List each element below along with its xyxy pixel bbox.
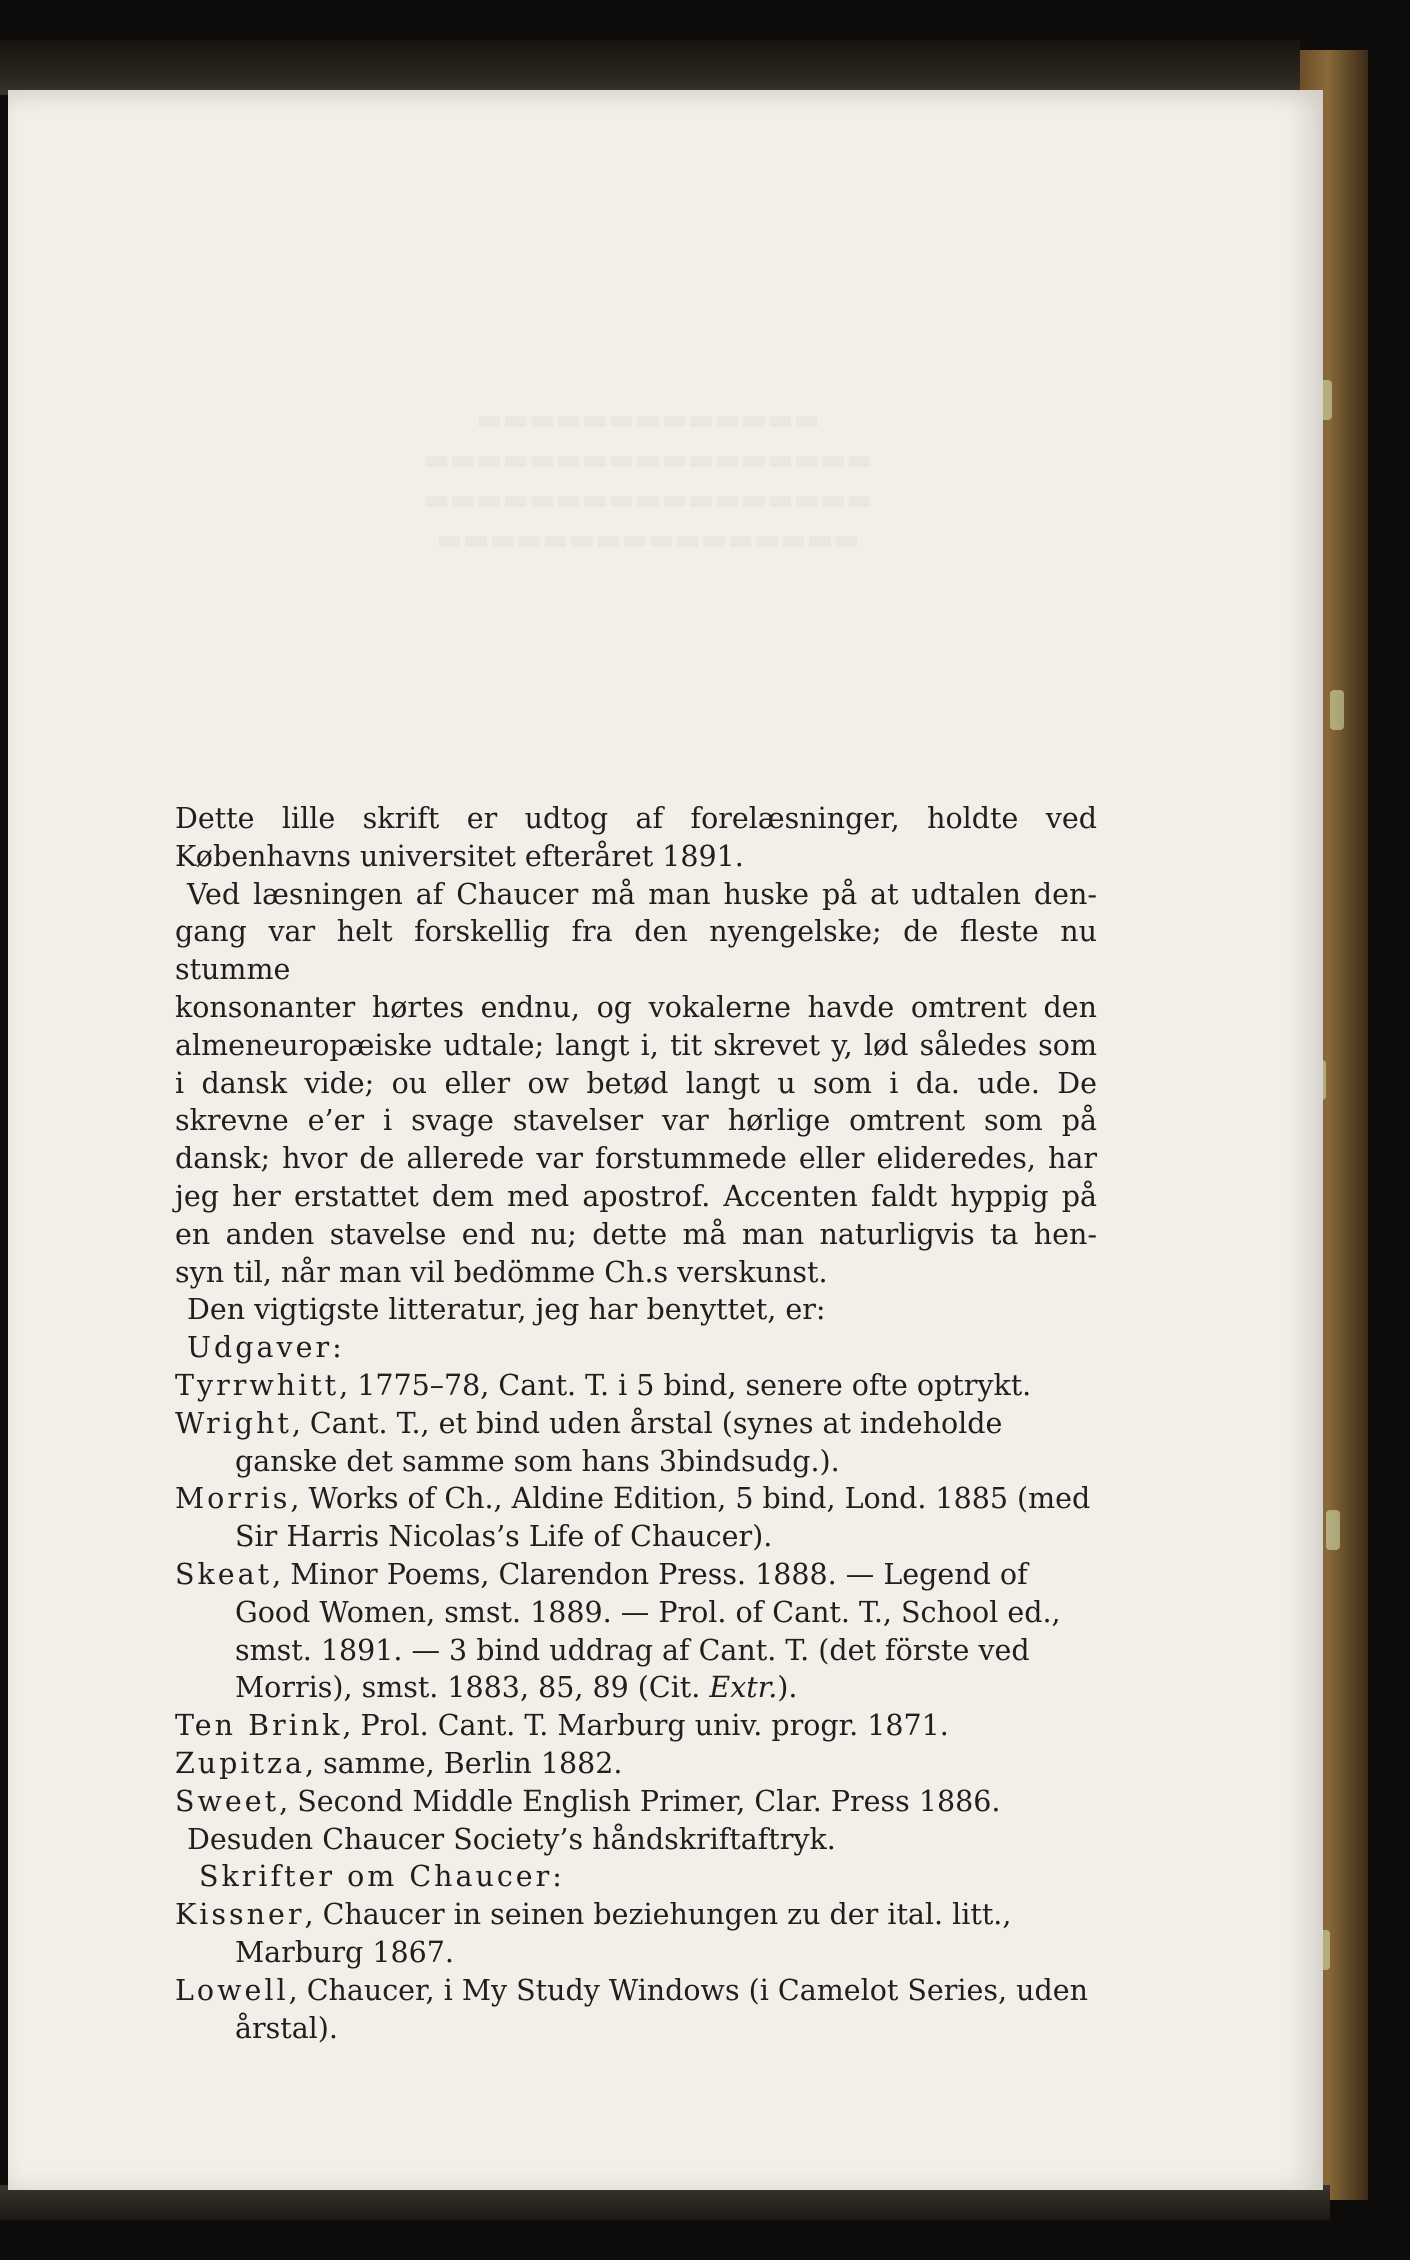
text-line: jeg her erstattet dem med apostrof. Accenten faldt hyppig på (175, 1179, 1097, 1213)
top-edge (0, 40, 1300, 95)
author-name: Ten Brink (175, 1709, 343, 1743)
text-line: skrevne e’er i svage stavelser var hørlige omtrent som på (175, 1104, 1097, 1138)
text-line: i dansk vide; ou eller ow betød langt u som i da. ude. De (175, 1066, 1097, 1100)
board-stain (1330, 690, 1344, 730)
entry-italic: Extr. (709, 1671, 778, 1705)
entry-text: , Minor Poems, Clarendon Press. 1888. — Legend of Good Women, smst. 1889. — Prol. of Cant. T., School ed., smst. 1891. — 3 bind uddrag af Cant. T. (det förste ved Morris), smst. 1883, 85, 89 (Cit. (235, 1557, 1061, 1705)
bibliography-entry (175, 1783, 1097, 1821)
text-line: almeneuropæiske udtale; langt i, tit skrevet y, lød således som (175, 1028, 1097, 1062)
show-through-text: ▬▬▬▬▬▬▬▬▬▬▬▬▬ ▬▬▬▬▬▬▬▬▬▬▬▬▬▬▬▬▬ ▬▬▬▬▬▬▬▬▬▬▬▬▬▬▬▬▬ ▬▬▬▬▬▬▬▬▬▬▬▬▬▬▬▬ (423, 403, 873, 556)
entry-text: , Prol. Cant. T. Marburg univ. progr. 1871. (342, 1709, 949, 1743)
writings-list (175, 1896, 1097, 2047)
page-text (175, 800, 1097, 2047)
text-line: Dette lille skrift er udtog af forelæsninger, holdte ved (175, 802, 1097, 835)
entry-text: , Chaucer, i My Study Windows (i Camelot Series, uden årstal). (235, 1973, 1088, 2045)
writings-heading: Skrifter om Chaucer: (199, 1860, 565, 1894)
entry-tail: ). (777, 1671, 798, 1705)
entry-text: , Chaucer in seinen beziehungen zu der ital. litt., Marburg 1867. (235, 1898, 1012, 1969)
entry-text: , Works of Ch., Aldine Edition, 5 bind, Lond. 1885 (med Sir Harris Nicolas’s Life of Chaucer). (235, 1482, 1091, 1554)
text-line: syn til, når man vil bedömme Ch.s verskunst. (175, 1255, 828, 1289)
bibliography-entry (175, 1745, 1097, 1783)
text-line: Københavns universitet efteråret 1891. (175, 839, 744, 873)
bibliography-entry (175, 1405, 1097, 1481)
board-stain (1326, 1510, 1340, 1550)
also-line: Desuden Chaucer Society’s håndskriftaftryk. (187, 1822, 836, 1856)
author-name: Lowell (175, 1973, 289, 2007)
text-line: gang var helt forskellig fra den nyengelske; de fleste nu stumme (175, 915, 1097, 987)
literature-intro: Den vigtigste litteratur, jeg har benyttet, er: (187, 1293, 826, 1327)
bibliography-entry (175, 1367, 1097, 1405)
bibliography-entry (175, 1556, 1097, 1707)
author-name: Morris (175, 1482, 291, 1516)
author-name: Zupitza (175, 1746, 305, 1780)
editions-list (175, 1367, 1097, 1821)
text-line: en anden stavelse end nu; dette må man naturligvis ta hen- (175, 1217, 1097, 1251)
intro-paragraph (175, 800, 1097, 876)
text-line: Ved læsningen af Chaucer må man huske på at udtalen den- (187, 877, 1097, 911)
entry-text: , 1775–78, Cant. T. i 5 bind, senere ofte optrykt. (339, 1368, 1032, 1402)
entry-text: , Second Middle English Primer, Clar. Press 1886. (279, 1784, 1001, 1818)
author-name: Sweet (175, 1784, 280, 1818)
pronunciation-paragraph (175, 876, 1097, 1292)
author-name: Kissner (175, 1898, 305, 1932)
author-name: Wright (175, 1406, 292, 1440)
bibliography-entry (175, 1707, 1097, 1745)
bibliography-entry (175, 1480, 1097, 1556)
author-name: Tyrrwhitt (175, 1368, 340, 1402)
editions-heading: Udgaver: (187, 1331, 345, 1365)
entry-text: , samme, Berlin 1882. (304, 1746, 623, 1780)
text-line: dansk; hvor de allerede var forstummede eller elideredes, har (175, 1142, 1097, 1176)
text-line: konsonanter hørtes endnu, og vokalerne havde omtrent den (175, 990, 1097, 1024)
bibliography-entry (175, 1896, 1097, 1972)
bottom-edge (0, 2185, 1330, 2220)
author-name: Skeat (175, 1557, 273, 1591)
bibliography-entry (175, 1972, 1097, 2048)
entry-text: , Cant. T., et bind uden årstal (synes at indeholde ganske det samme som hans 3bindsudg.). (235, 1406, 1003, 1478)
